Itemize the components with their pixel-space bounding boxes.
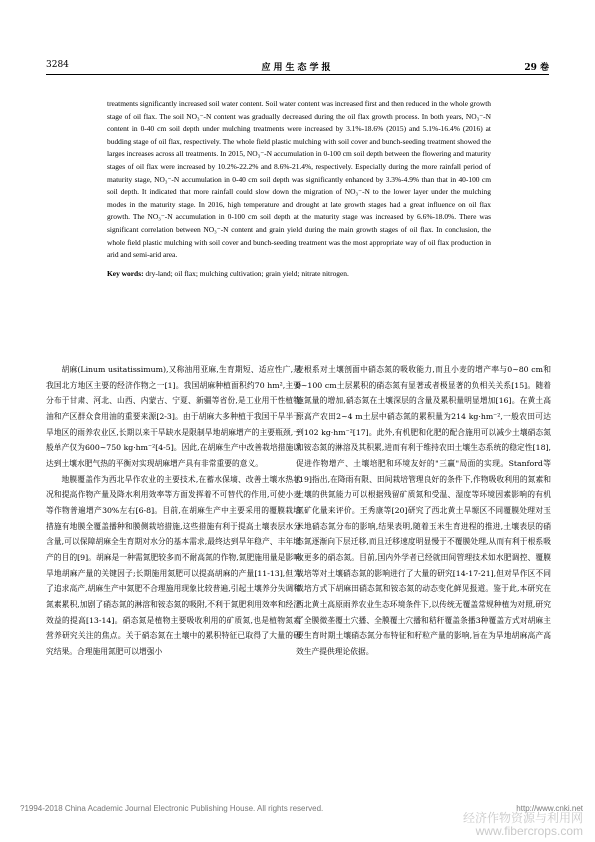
- keywords-line: [107, 268, 491, 281]
- keywords-text: dry-land; oil flax; mulching cultivation; grain yield; nitrate nitrogen.: [145, 268, 349, 278]
- volume-number: 29 卷: [524, 63, 549, 73]
- header-rule: [46, 74, 549, 75]
- paragraph-mulching: 地膜覆盖作为西北旱作农业的主要技术,在蓄水保墒、改善土壤水热状况和提高作物产量及降水利用效率等方面发挥着不可替代的作用,可使小麦等作物普遍增产30%左右[6-8]。目前,在胡麻生产中主要采用的覆膜栽培措施有地膜全覆盖播种和膜侧栽培措施,这些措施有利于提高土壤表层水分含量,可以保障胡麻全生育期对水分的基本需求,最终达到旱年稳产、丰年增产的目的[9]。胡麻是一种需氮肥较多而不耐高氮的作物,氮肥施用量是影响旱地胡麻产量的关键因子;长期施用氮肥可以提高胡麻的产量[11-13],但为了追求高产,胡麻生产中氮肥不合理施用现象比较普遍,引起土壤养分失调和氮素累积,加剧了硝态氮的淋溶和铵态氮的吸附,不利于氮肥利用效率和经济效益的提高[13-14]。硝态氮是植物主要吸收利用的矿质氮,也是植物氮素营养研究关注的焦点。关于硝态氮在土壤中的累积特征已取得了大量的研究结果。合理施用氮肥可以增强小: [46, 474, 301, 656]
- copyright-text: ?1994-2018 China Academic Journal Electronic Publishing House. All rights reserved.: [20, 804, 324, 813]
- paragraph-intro: 胡麻(Linum usitatissimum),又称油用亚麻,生育期短、适应性广,是我国北方地区主要的经济作物之一[1]。我国胡麻种植面积约70 hm²,主要分布于甘肃、河北、山西、内蒙古、宁夏、新疆等省份,是工业用干性植物油和产区群众食用油的重要来源[2-3]。由于胡麻大多种植于我国干旱半干旱地区的雨养农业区,长期以来干旱缺水是限制旱地胡麻增产的主要瓶颈,一般单产仅为600~750 kg·hm⁻²[4-5]。因此,在胡麻生产中改善栽培措施以达到土壤水肥气热的平衡对实现胡麻增产具有非常重要的意义。: [46, 365, 301, 468]
- journal-name: 应用生态学报: [261, 63, 334, 73]
- site-watermark: [463, 812, 583, 838]
- page-number: 3284: [46, 60, 69, 70]
- watermark-title: 经济作物资源与利用网: [462, 811, 583, 825]
- english-abstract: [107, 98, 491, 280]
- body-column-right: [296, 362, 551, 659]
- keywords-label: Key words:: [107, 268, 144, 278]
- paragraph-nitrate-review: 麦根系对土壤剖面中硝态氮的吸收能力,而且小麦的增产率与0~80 cm和0~100 cm土层累积的硝态氮有显著或者极显著的负相关关系[15]。随着施氮量的增加,硝态氮在土壤深层的含量及累积量明显增加[16]。在黄土高原高产农田2~4 m土层中硝态氮的累积量为214 kg·hm⁻²,一般农田可达到102 kg·hm⁻²[17]。此外,有机肥和化肥的配合施用可以减少土壤硝态氮和铵态氮的淋溶及其积累,进而有利于维持农田土壤生态系统的稳定性[18],促进作物增产、土壤培肥和环境友好的"三赢"局面的实现。Stanford等[19]指出,在降雨有限、田间栽培管理良好的条件下,作物吸收利用的氮素和土壤的供氮能力可以根据残留矿质氮和受温、湿度等环境因素影响的有机氮矿化量来评价。王秀康等[20]研究了西北黄土旱塬区不同覆膜处理对玉米地硝态氮分布的影响,结果表明,随着玉米生育进程的推进,土壤表层的硝态氮逐渐向下层迁移,而且迁移速度明显慢于不覆膜处理,从而有利于根系吸收更多的硝态氮。目前,国内外学者已经就田间管理技术如水肥调控、覆膜栽培等对土壤硝态氮的影响进行了大量的研究[14-17-21],但对旱作区不同栽培方式下胡麻田硝态氮和铵态氮的动态变化鲜见报道。鉴于此,本研究在西北黄土高原雨养农业生态环境条件下,以传统无覆盖常规种植为对照,研究了全膜微垄覆土穴播、全膜覆土穴播和秸秆覆盖条播3种覆盖方式对胡麻主要生育时期土壤硝态氮分布特征和籽粒产量的影响,旨在为旱地胡麻高产高效生产提供理论依据。: [296, 365, 551, 656]
- abstract-text: treatments significantly increased soil water content. Soil water content was increased first and then reduced in the whole growth stage of oil flax. The soil NO₃⁻-N content was gradually decreased during the oil flax growth process. In both years, NO₃⁻-N content in 0-40 cm soil depth under mulching treatments were increased by 3.1%-18.6% (2015) and 5.1%-16.4% (2016) at budding stage of oil flax, respectively. The whole field plastic mulching with soil cover and bunch-seeding treatment showed the larges increases across all treatments. In 2015, NO₃⁻-N accumulation in 0-100 cm soil depth between the flowering and maturity stages of oil flax were increased by 10.2%-22.2% and 8.6%-21.4%, respectively. Especially during the more rainfall period of maturity stage, NO₃⁻-N accumulation in 0-40 cm soil depth was significantly enhanced by 3.3%-4.9% than that in 40-100 cm soil depth. It indicated that more rainfall could slow down the migration of NO₃⁻-N to the lower layer under the mulching modes in the maturity stage. In 2016, high temperature and drought at late growth stages had a great influence on oil flax growth. The NO₃⁻-N accumulation in 0-100 cm soil depth at the maturity stage was increased by 6.6%-18.0%. There was significant correlation between NO₃⁻-N content and grain yield during the main growth stages of oil flax. In conclusion, the whole field plastic mulching with soil cover and bunch-seeding treatment was the most appropriate way of oil flax production in arid and semi-arid area.: [107, 99, 491, 260]
- cnki-link[interactable]: http://www.cnki.net: [516, 804, 583, 813]
- body-column-left: [46, 362, 301, 659]
- watermark-url: www.fibercrops.com: [475, 824, 583, 838]
